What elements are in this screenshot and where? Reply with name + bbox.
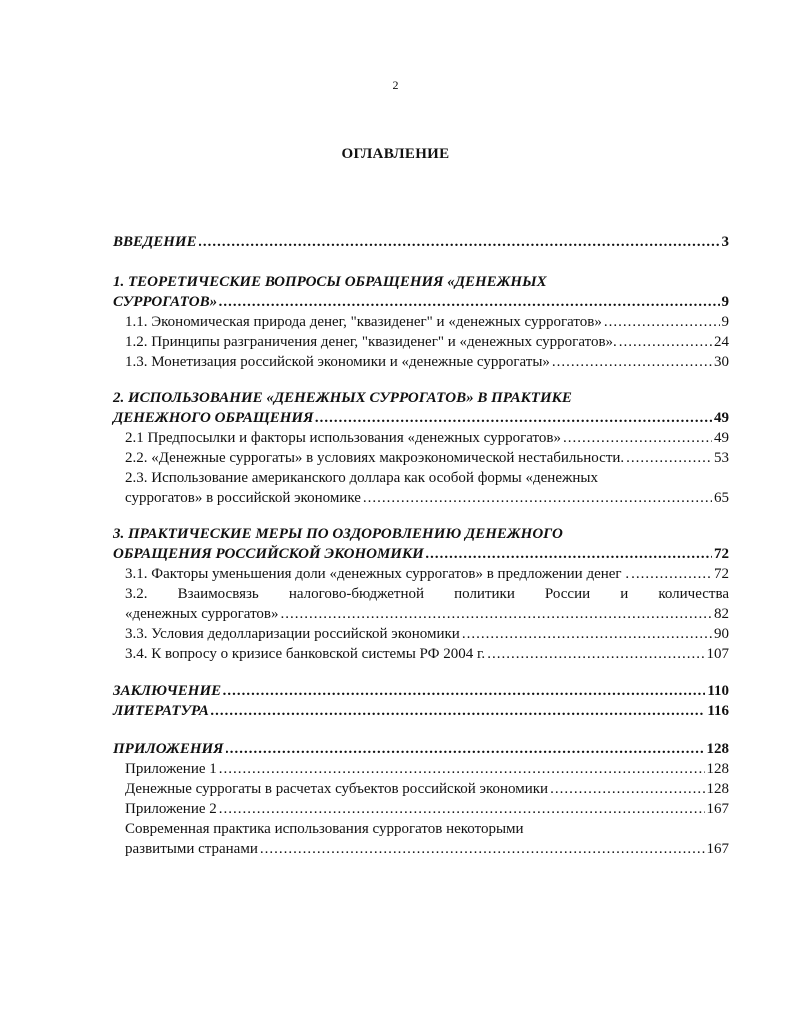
toc-appendix-1[interactable]: Приложение 1 ..... 128 (125, 759, 729, 779)
toc-chapter-3-heading[interactable]: 3. ПРАКТИЧЕСКИЕ МЕРЫ ПО ОЗДОРОВЛЕНИЮ ДЕНЕЖНОГО (113, 526, 563, 542)
toc-section-2-1[interactable]: 2.1 Предпосылки и факторы использования «денежных суррогатов» ..... 49 (125, 428, 729, 448)
toc-section-3-2[interactable]: «денежных суррогатов» ..... 82 (125, 604, 729, 624)
toc-section-2-3[interactable]: суррогатов» в российской экономике ..... 65 (125, 488, 729, 508)
toc-section-1-3[interactable]: 1.3. Монетизация российской экономики и «денежные суррогаты» ..... 30 (125, 352, 729, 372)
toc-section-3-4[interactable]: 3.4. К вопросу о кризисе банковской системы РФ 2004 г. ..... 107 (125, 644, 729, 664)
toc-appendix-1-desc[interactable]: Денежные суррогаты в расчетах субъектов российской экономики ..... 128 (125, 779, 729, 799)
toc-chapter-2-heading[interactable]: 2. ИСПОЛЬЗОВАНИЕ «ДЕНЕЖНЫХ СУРРОГАТОВ» В ПРАКТИКЕ (113, 390, 572, 406)
toc-appendix-2[interactable]: Приложение 2 ..... 167 (125, 799, 729, 819)
toc-section-1-1[interactable]: 1.1. Экономическая природа денег, "квазиденег" и «денежных суррогатов» ..... 9 (125, 312, 729, 332)
toc-entry-intro[interactable]: ВВЕДЕНИЕ ..... 3 (113, 232, 729, 252)
toc-chapter-1-heading[interactable]: 1. ТЕОРЕТИЧЕСКИЕ ВОПРОСЫ ОБРАЩЕНИЯ «ДЕНЕЖНЫХ (113, 274, 547, 290)
toc-chapter-1[interactable]: СУРРОГАТОВ» ..... 9 (113, 292, 729, 312)
page-number: 2 (392, 78, 399, 92)
toc-section-1-2[interactable]: 1.2. Принципы разграничения денег, "квазиденег" и «денежных суррогатов». ..... 24 (125, 332, 729, 352)
toc-section-2-2[interactable]: 2.2. «Денежные суррогаты» в условиях макроэкономической нестабильности. ..... 53 (125, 448, 729, 468)
toc-entry-conclusion[interactable]: ЗАКЛЮЧЕНИЕ ..... 110 (113, 681, 729, 701)
toc-chapter-2[interactable]: ДЕНЕЖНОГО ОБРАЩЕНИЯ ..... 49 (113, 408, 729, 428)
toc-section-3-2-line1[interactable]: 3.2. Взаимосвязь налогово-бюджетной политики России и количества (125, 586, 729, 602)
page-title: ОГЛАВЛЕНИЕ (341, 146, 450, 162)
toc-section-3-3[interactable]: 3.3. Условия дедолларизации российской экономики ..... 90 (125, 624, 729, 644)
toc-appendix-2-desc-line1[interactable]: Современная практика использования суррогатов некоторыми (125, 821, 524, 837)
toc-entry-literature[interactable]: ЛИТЕРАТУРА ..... 116 (113, 701, 729, 721)
toc-entry-appendices[interactable]: ПРИЛОЖЕНИЯ ..... 128 (113, 739, 729, 759)
toc-appendix-2-desc[interactable]: развитыми странами ..... 167 (125, 839, 729, 859)
toc-section-3-1[interactable]: 3.1. Факторы уменьшения доли «денежных суррогатов» в предложении денег . ..... 72 (125, 564, 729, 584)
toc-chapter-3[interactable]: ОБРАЩЕНИЯ РОССИЙСКОЙ ЭКОНОМИКИ ..... 72 (113, 544, 729, 564)
toc-section-2-3-line1[interactable]: 2.3. Использование американского доллара как особой формы «денежных (125, 470, 598, 486)
